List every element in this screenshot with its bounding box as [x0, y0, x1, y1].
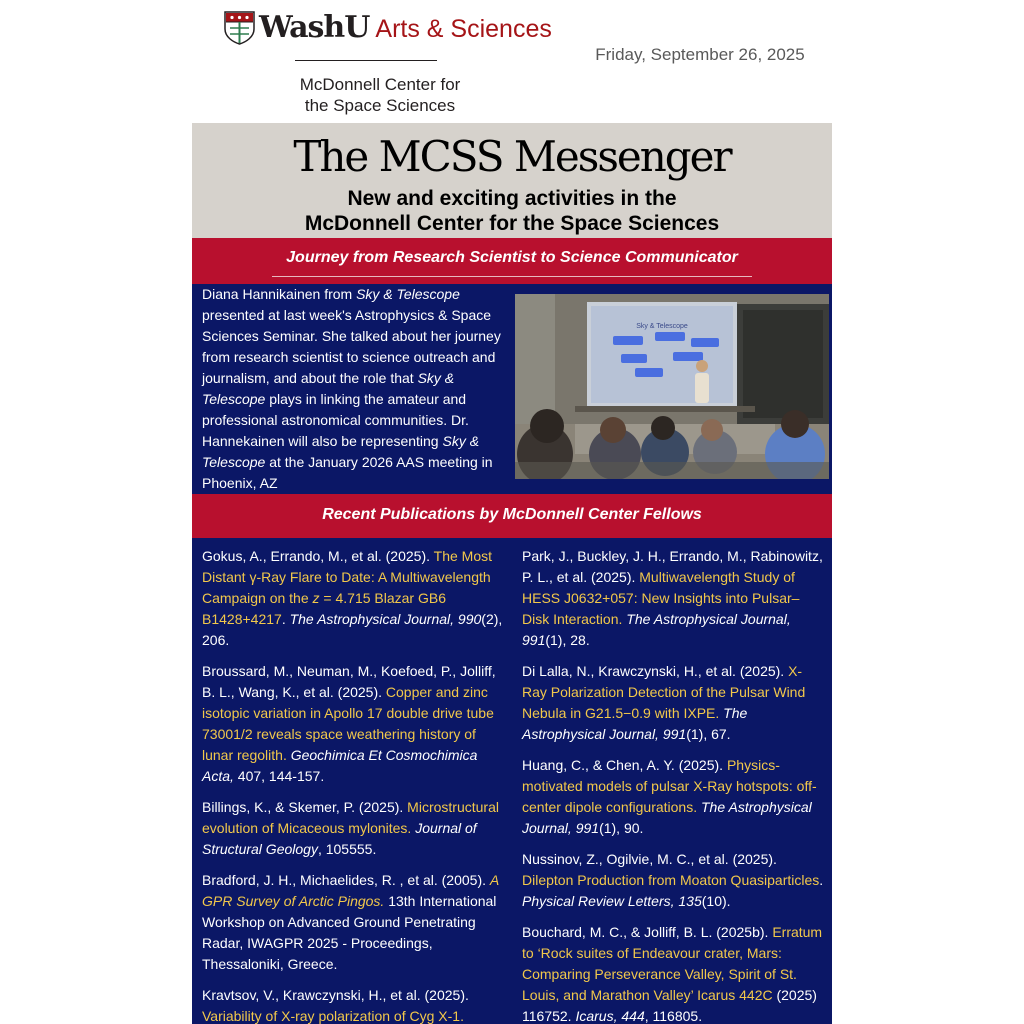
feature-section: [192, 284, 832, 494]
pub-authors: Gokus, A., Errando, M., et al. (2025).: [202, 548, 434, 564]
pub-title-link[interactable]: Microstructural evolution of Micaceous mylonites.: [202, 799, 499, 836]
feature-magazine-3: Sky & Telescope: [202, 433, 480, 470]
pub-citation: (1), 28.: [545, 632, 590, 648]
publication-item: [522, 661, 824, 745]
pub-authors: Bouchard, M. C., & Jolliff, B. L. (2025b).: [522, 924, 773, 940]
masthead: [192, 123, 832, 238]
pub-authors: Nussinov, Z., Ogilvie, M. C., et al. (2025).: [522, 851, 777, 867]
logo-arts-sciences-text: Arts & Sciences: [375, 15, 552, 43]
pub-citation: (2), 206.: [202, 611, 503, 648]
publications-banner: [192, 494, 832, 538]
pub-citation: 13th International Workshop on Advanced Ground Penetrating Radar, IWAGPR 2025 - Proceedings, Thessaloniki, Greece.: [202, 893, 497, 972]
pub-citation: (2025) 116752.: [522, 987, 817, 1024]
pub-separator: .: [819, 872, 824, 888]
subtitle-line1: New and exciting activities in the: [347, 187, 677, 210]
publication-item: [202, 985, 504, 1024]
publication-item: [202, 797, 504, 860]
center-name: [270, 74, 490, 116]
publication-item: [522, 922, 824, 1024]
issue-date: Friday, September 26, 2025: [595, 45, 805, 64]
newsletter-subtitle: [192, 186, 832, 236]
publication-item: [522, 546, 824, 651]
pub-title-link[interactable]: Variability of X-ray polarization of Cyg X-1.: [202, 1008, 464, 1024]
pub-authors: Broussard, M., Neuman, M., Koefoed, P., Jolliff, B. L., Wang, K., et al. (2025).: [202, 663, 496, 700]
pub-journal: The Astrophysical Journal, 991: [522, 705, 748, 742]
pub-title-part: = 4.715 Blazar GB6 B1428+4217: [202, 590, 446, 627]
washu-logo[interactable]: [224, 10, 552, 45]
feature-banner: [192, 238, 832, 284]
newsletter-title: The MCSS Messenger: [293, 132, 731, 181]
feature-text-4: at the January 2026 AAS meeting in Phoenix, AZ: [202, 454, 493, 491]
pub-journal: Geochimica Et Cosmochimica Acta,: [202, 747, 478, 784]
pub-title-link[interactable]: Erratum to ‘Rock suites of Endeavour crater, Mars: Comparing Perseverance Valley, Spirit of St. Louis, and Marathon Valley’ Icarus 442C: [522, 924, 823, 1003]
feature-heading-rule: [272, 276, 752, 277]
pub-journal: The Astrophysical Journal, 990: [289, 611, 482, 627]
center-name-line2: the Space Sciences: [304, 96, 456, 115]
feature-magazine-2: Sky & Telescope: [202, 370, 455, 407]
publication-item: [522, 849, 824, 912]
pub-authors: Di Lalla, N., Krawczynski, H., et al. (2025).: [522, 663, 789, 679]
pub-separator: .: [281, 611, 290, 627]
pub-title-link[interactable]: Multiwavelength Study of HESS J0632+057: New Insights into Pulsar–Disk Interaction.: [522, 569, 800, 627]
pub-title-link[interactable]: A GPR Survey of Arctic Pingos.: [202, 872, 499, 909]
pub-journal: Icarus, 444: [575, 1008, 645, 1024]
pub-journal: The Astrophysical Journal, 991: [522, 799, 812, 836]
feature-text-3: plays in linking the amateur and professional astronomical communities. Dr. Hannekainen will also be representing: [202, 391, 469, 449]
pub-title-link[interactable]: Dilepton Production from Moaton Quasiparticles: [522, 872, 820, 888]
washu-shield-icon: [224, 11, 255, 45]
pub-title-link[interactable]: Physics-motivated models of pulsar X-Ray hotspots: off-center dipole configurations.: [522, 757, 817, 815]
seminar-photo-illustration: [515, 294, 829, 479]
pub-citation-end: , 116805.: [644, 1008, 703, 1024]
logo-divider: [295, 60, 437, 61]
publications-heading: Recent Publications by McDonnell Center Fellows: [322, 506, 702, 523]
feature-heading: Journey from Research Scientist to Science Communicator: [286, 249, 738, 266]
pub-authors: Kravtsov, V., Krawczynski, H., et al. (2025).: [202, 987, 469, 1003]
pub-title-part: The Most Distant γ-Ray Flare to Date: A Multiwavelength Campaign on the: [202, 548, 492, 606]
logo-washu-text: WashU: [259, 10, 370, 45]
slide-title: Sky & Telescope: [636, 323, 688, 330]
pub-title-link[interactable]: Copper and zinc isotopic variation in Apollo 17 double drive tube 73001/2 reveals space weathering history of lunar regolith.: [202, 684, 494, 763]
pub-authors: Park, J., Buckley, J. H., Errando, M., Rabinowitz, P. L., et al. (2025).: [522, 548, 823, 585]
feature-paragraph: [202, 284, 502, 494]
pub-citation: , 105555.: [317, 841, 377, 857]
subtitle-line2: McDonnell Center for the Space Sciences: [304, 212, 720, 235]
publication-item: [202, 661, 504, 787]
seminar-photo[interactable]: [515, 294, 829, 479]
pub-citation: 407, 144-157.: [233, 768, 325, 784]
pub-journal: Physical Review Letters, 135: [522, 893, 702, 909]
pub-citation: (1), 90.: [599, 820, 644, 836]
feature-magazine-1: Sky & Telescope: [356, 286, 460, 302]
pub-journal: The Astrophysical Journal, 991: [522, 611, 791, 648]
newsletter-header: [0, 0, 1024, 123]
center-name-line1: McDonnell Center for: [299, 75, 461, 94]
pub-authors: Bradford, J. H., Michaelides, R. , et al. (2005).: [202, 872, 490, 888]
publications-right-column: [522, 546, 824, 1024]
pub-title-italic: z: [312, 590, 320, 606]
pub-journal: Journal of Structural Geology: [202, 820, 477, 857]
publications-section: [192, 538, 832, 1024]
publications-left-column: [202, 546, 504, 1024]
feature-text-1: Diana Hannikainen from: [202, 286, 357, 302]
pub-authors: Huang, C., & Chen, A. Y. (2025).: [522, 757, 727, 773]
pub-title-link[interactable]: X-Ray Polarization Detection of the Pulsar Wind Nebula in G21.5−0.9 with IXPE.: [522, 663, 806, 721]
publication-item: [202, 870, 504, 975]
publication-item: [522, 755, 824, 839]
feature-text-2: presented at last week's Astrophysics & Space Sciences Seminar. She talked about her journey from research scientist to science outreach and journalism, and about the role that: [202, 307, 501, 386]
pub-citation: (1), 67.: [686, 726, 731, 742]
publication-item: [202, 546, 504, 651]
pub-authors: Billings, K., & Skemer, P. (2025).: [202, 799, 408, 815]
pub-citation: (10).: [701, 893, 731, 909]
